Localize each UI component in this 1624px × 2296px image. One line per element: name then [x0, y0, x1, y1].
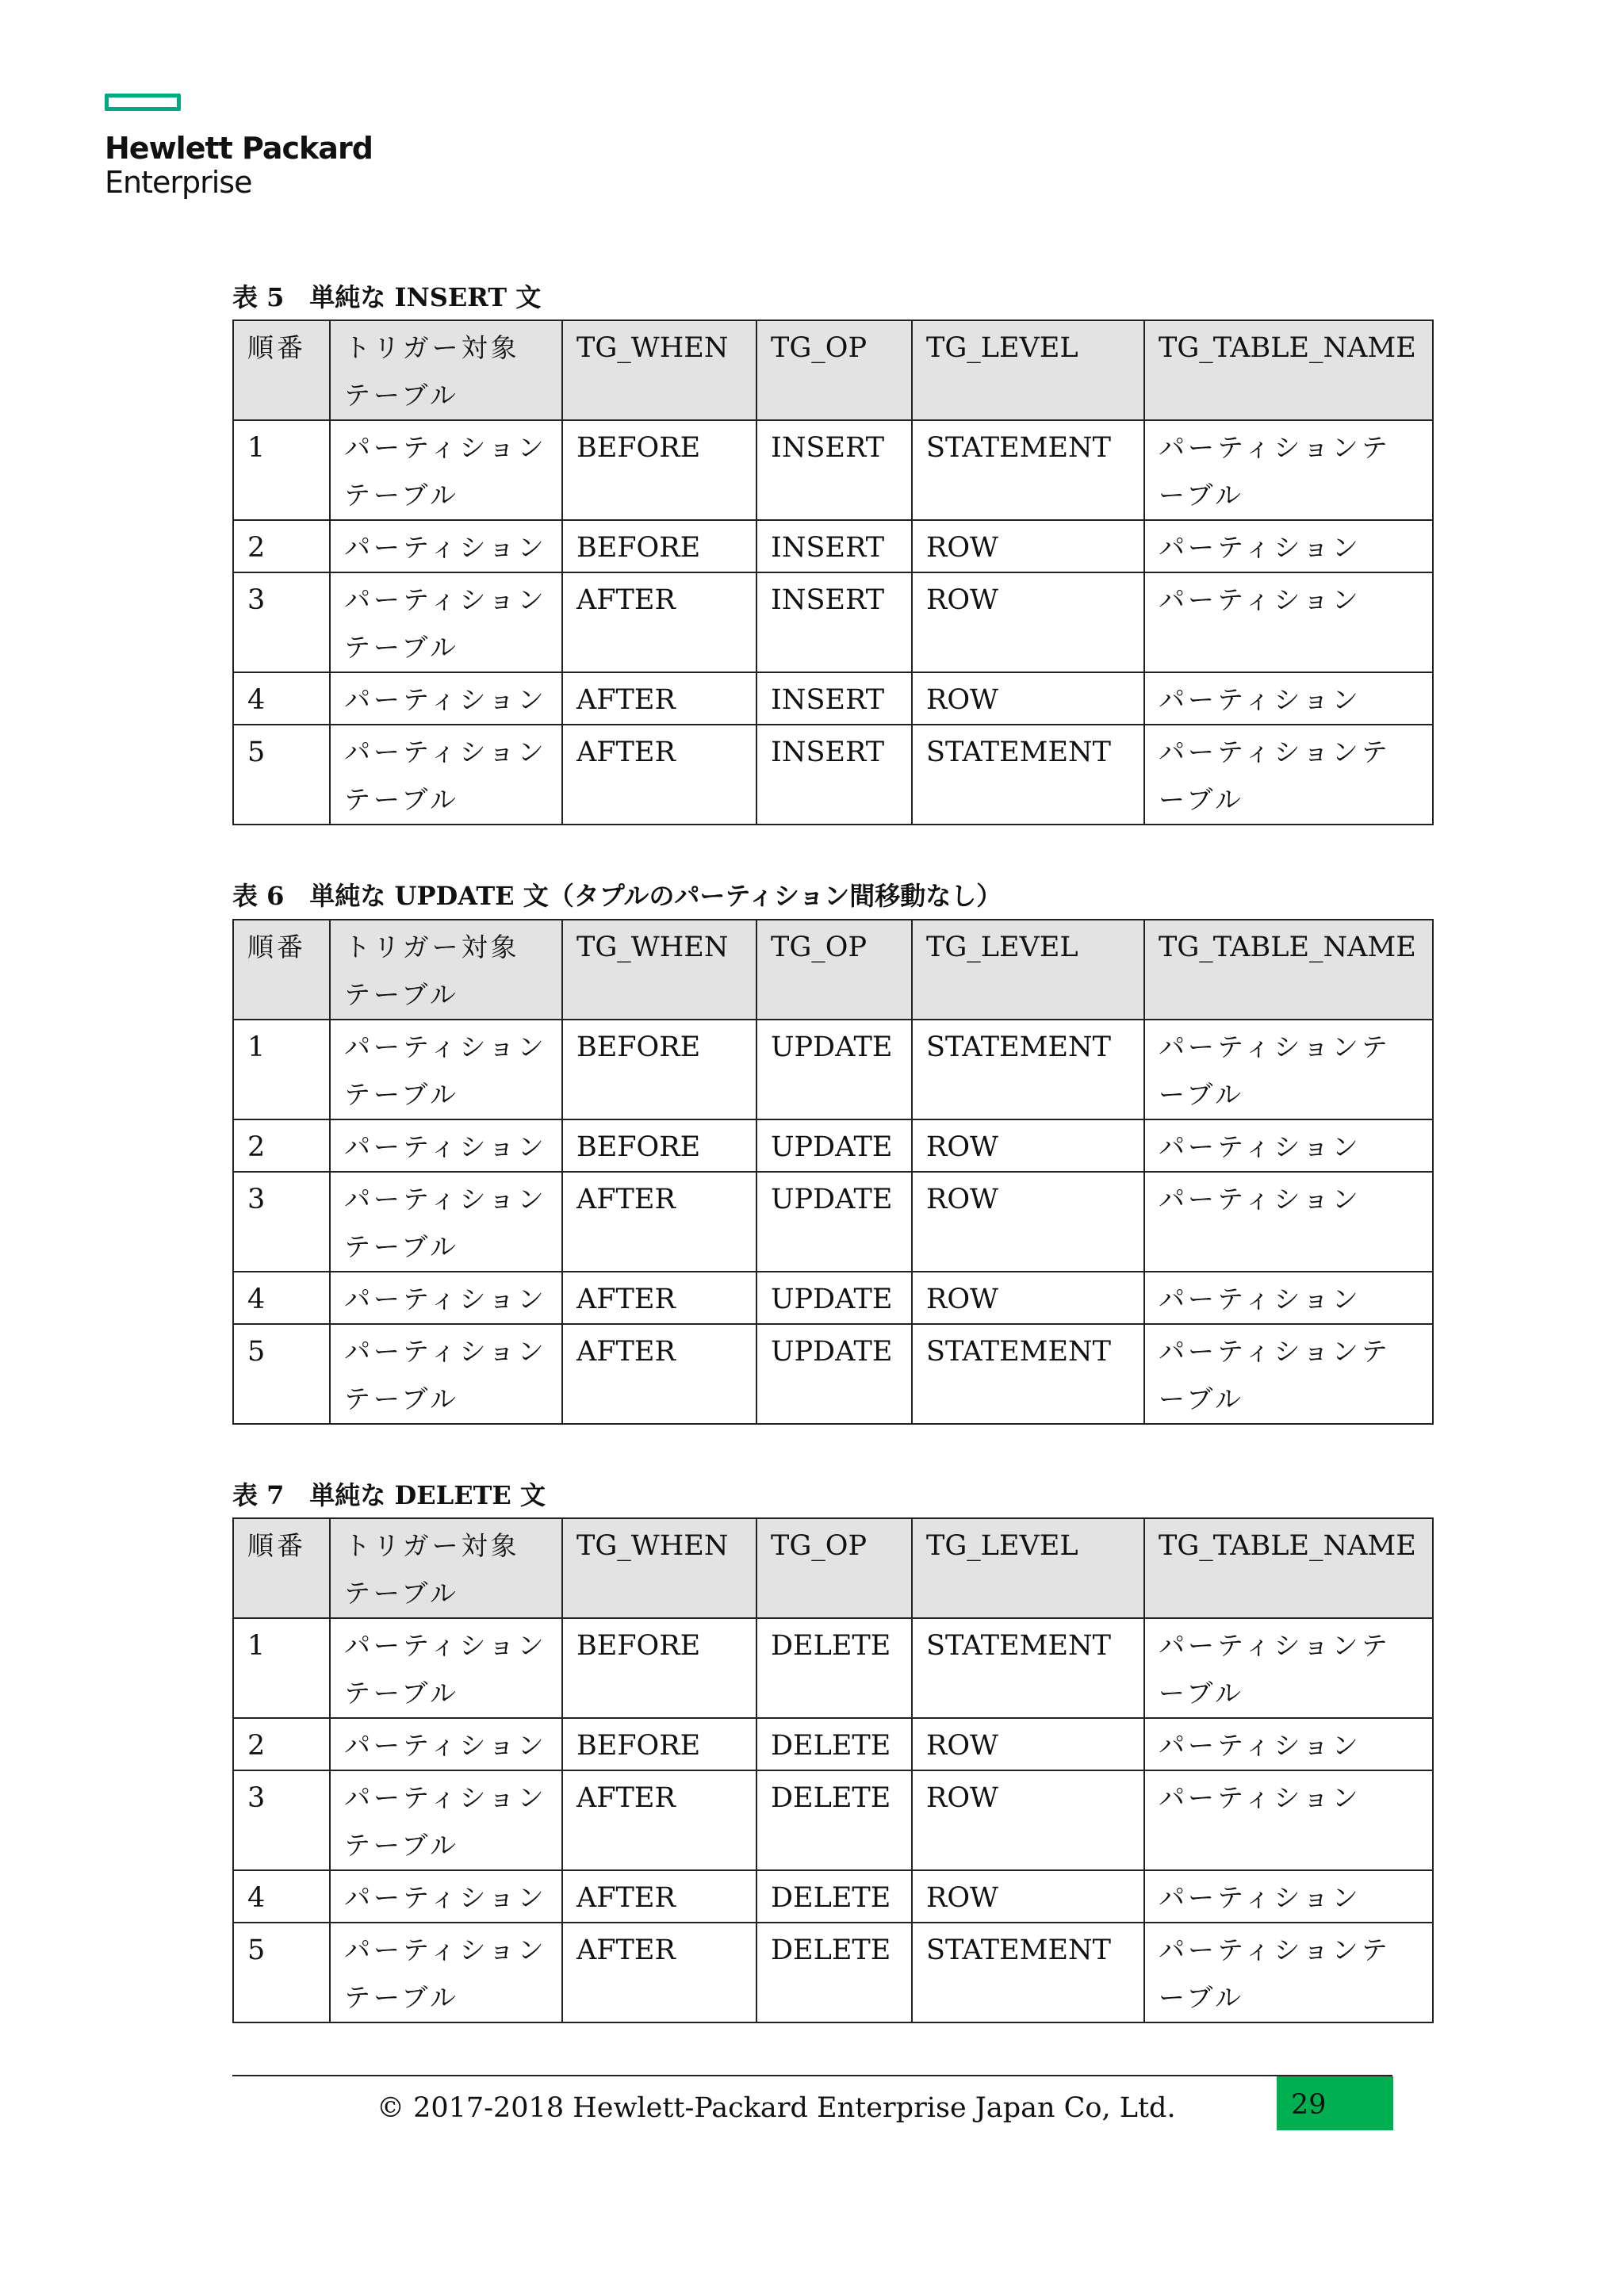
page-number: 29: [1291, 2089, 1327, 2121]
table-cell: DELETE: [756, 1718, 912, 1770]
table-cell: 4: [233, 672, 330, 725]
table-cell: パーティションテーブル: [330, 572, 562, 672]
table-cell: パーティションテーブル: [330, 725, 562, 825]
table-row: [233, 1870, 1433, 1923]
trigger-table: [232, 320, 1434, 825]
table-cell: BEFORE: [562, 520, 756, 572]
footer-copyright: © 2017-2018 Hewlett-Packard Enterprise Japan Co, Ltd.: [377, 2092, 1176, 2124]
table-row: [233, 572, 1433, 672]
table-cell: パーティション: [1144, 1718, 1433, 1770]
table-cell: パーティションテーブル: [1144, 1020, 1433, 1119]
table-cell: STATEMENT: [912, 1923, 1144, 2022]
table-cell: 3: [233, 572, 330, 672]
table-cell: UPDATE: [756, 1020, 912, 1119]
table-cell: パーティション: [330, 1718, 562, 1770]
column-header: TG_WHEN: [562, 320, 756, 420]
table-cell: 5: [233, 1324, 330, 1424]
table-cell: パーティションテーブル: [330, 1020, 562, 1119]
table-cell: INSERT: [756, 572, 912, 672]
column-header: TG_LEVEL: [912, 1518, 1144, 1618]
hpe-logo-mark: [105, 94, 181, 111]
logo-text-line1: Hewlett Packard: [105, 131, 373, 166]
page-number-box: [1277, 2076, 1393, 2130]
column-header: TG_TABLE_NAME: [1144, 1518, 1433, 1618]
hpe-logo: [105, 94, 373, 200]
table-cell: パーティション: [330, 1870, 562, 1923]
table-cell: パーティションテーブル: [1144, 725, 1433, 825]
table-cell: AFTER: [562, 672, 756, 725]
table-cell: パーティション: [1144, 1870, 1433, 1923]
table-cell: AFTER: [562, 1172, 756, 1272]
table-cell: UPDATE: [756, 1324, 912, 1424]
column-header: トリガー対象テーブル: [330, 1518, 562, 1618]
table-cell: 2: [233, 1119, 330, 1172]
table-header-row: [233, 320, 1433, 420]
table-row: [233, 725, 1433, 825]
column-header: TG_TABLE_NAME: [1144, 920, 1433, 1020]
table-cell: STATEMENT: [912, 1324, 1144, 1424]
column-header: 順番: [233, 1518, 330, 1618]
table-cell: パーティション: [1144, 520, 1433, 572]
column-header: TG_TABLE_NAME: [1144, 320, 1433, 420]
table-cell: パーティション: [1144, 1119, 1433, 1172]
table-cell: 3: [233, 1172, 330, 1272]
table-cell: パーティションテーブル: [330, 1324, 562, 1424]
table-cell: AFTER: [562, 725, 756, 825]
table-cell: パーティションテーブル: [330, 1770, 562, 1870]
table-cell: パーティション: [330, 672, 562, 725]
logo-text-line2: Enterprise: [105, 165, 252, 200]
table-cell: パーティション: [1144, 1770, 1433, 1870]
table-cell: ROW: [912, 1272, 1144, 1324]
column-header: TG_OP: [756, 1518, 912, 1618]
table-cell: DELETE: [756, 1923, 912, 2022]
table-cell: ROW: [912, 572, 1144, 672]
trigger-table: [232, 919, 1434, 1425]
table-caption: 表 5 単純な INSERT 文: [232, 282, 542, 312]
table-cell: パーティション: [330, 1119, 562, 1172]
table-cell: パーティション: [1144, 1272, 1433, 1324]
table-cell: INSERT: [756, 725, 912, 825]
column-header: 順番: [233, 920, 330, 1020]
table-cell: AFTER: [562, 1870, 756, 1923]
table-row: [233, 1770, 1433, 1870]
table-row: [233, 1272, 1433, 1324]
table-cell: 1: [233, 420, 330, 520]
table-cell: ROW: [912, 1770, 1144, 1870]
table-row: [233, 1020, 1433, 1119]
table-row: [233, 1923, 1433, 2022]
table-cell: BEFORE: [562, 1119, 756, 1172]
table-cell: INSERT: [756, 520, 912, 572]
table-cell: UPDATE: [756, 1272, 912, 1324]
table-row: [233, 1119, 1433, 1172]
table-row: [233, 1718, 1433, 1770]
table-cell: パーティションテーブル: [1144, 1324, 1433, 1424]
table-cell: パーティションテーブル: [1144, 1618, 1433, 1718]
table-cell: パーティション: [330, 520, 562, 572]
table-cell: BEFORE: [562, 1718, 756, 1770]
table-cell: INSERT: [756, 420, 912, 520]
table-cell: ROW: [912, 672, 1144, 725]
footer-divider: [232, 2075, 1392, 2076]
table-cell: STATEMENT: [912, 420, 1144, 520]
table-cell: パーティションテーブル: [330, 1923, 562, 2022]
table-cell: AFTER: [562, 1272, 756, 1324]
table-row: [233, 672, 1433, 725]
table-cell: パーティションテーブル: [330, 1172, 562, 1272]
table-cell: BEFORE: [562, 1020, 756, 1119]
table-cell: 1: [233, 1618, 330, 1718]
table-cell: パーティションテーブル: [330, 1618, 562, 1718]
table-cell: BEFORE: [562, 420, 756, 520]
table-cell: AFTER: [562, 1770, 756, 1870]
table-cell: STATEMENT: [912, 1618, 1144, 1718]
column-header: TG_WHEN: [562, 1518, 756, 1618]
table-cell: DELETE: [756, 1618, 912, 1718]
table-cell: 3: [233, 1770, 330, 1870]
table-cell: AFTER: [562, 1923, 756, 2022]
table-cell: ROW: [912, 1172, 1144, 1272]
table-cell: ROW: [912, 1870, 1144, 1923]
table-cell: 4: [233, 1272, 330, 1324]
table-row: [233, 420, 1433, 520]
column-header: TG_LEVEL: [912, 320, 1144, 420]
table-row: [233, 1172, 1433, 1272]
table-row: [233, 1618, 1433, 1718]
table-row: [233, 1324, 1433, 1424]
table-caption: 表 7 単純な DELETE 文: [232, 1480, 546, 1510]
column-header: TG_WHEN: [562, 920, 756, 1020]
column-header: TG_LEVEL: [912, 920, 1144, 1020]
table-cell: DELETE: [756, 1770, 912, 1870]
table-cell: UPDATE: [756, 1172, 912, 1272]
table-cell: AFTER: [562, 572, 756, 672]
table-cell: パーティションテーブル: [1144, 1923, 1433, 2022]
column-header: 順番: [233, 320, 330, 420]
table-cell: AFTER: [562, 1324, 756, 1424]
table-cell: 2: [233, 520, 330, 572]
trigger-table: [232, 1517, 1434, 2023]
column-header: トリガー対象テーブル: [330, 920, 562, 1020]
table-header-row: [233, 920, 1433, 1020]
table-cell: パーティションテーブル: [330, 420, 562, 520]
table-cell: ROW: [912, 1718, 1144, 1770]
table-cell: STATEMENT: [912, 1020, 1144, 1119]
table-cell: 2: [233, 1718, 330, 1770]
table-cell: 5: [233, 725, 330, 825]
table-caption: 表 6 単純な UPDATE 文（タプルのパーティション間移動なし）: [232, 881, 1002, 911]
table-cell: UPDATE: [756, 1119, 912, 1172]
table-row: [233, 520, 1433, 572]
table-cell: 4: [233, 1870, 330, 1923]
table-cell: DELETE: [756, 1870, 912, 1923]
table-cell: 5: [233, 1923, 330, 2022]
table-cell: STATEMENT: [912, 725, 1144, 825]
table-cell: INSERT: [756, 672, 912, 725]
table-cell: パーティションテーブル: [1144, 420, 1433, 520]
column-header: TG_OP: [756, 320, 912, 420]
column-header: TG_OP: [756, 920, 912, 1020]
table-cell: パーティション: [330, 1272, 562, 1324]
table-cell: 1: [233, 1020, 330, 1119]
table-cell: パーティション: [1144, 572, 1433, 672]
column-header: トリガー対象テーブル: [330, 320, 562, 420]
table-cell: ROW: [912, 1119, 1144, 1172]
table-cell: ROW: [912, 520, 1144, 572]
table-header-row: [233, 1518, 1433, 1618]
table-cell: BEFORE: [562, 1618, 756, 1718]
table-cell: パーティション: [1144, 672, 1433, 725]
table-cell: パーティション: [1144, 1172, 1433, 1272]
